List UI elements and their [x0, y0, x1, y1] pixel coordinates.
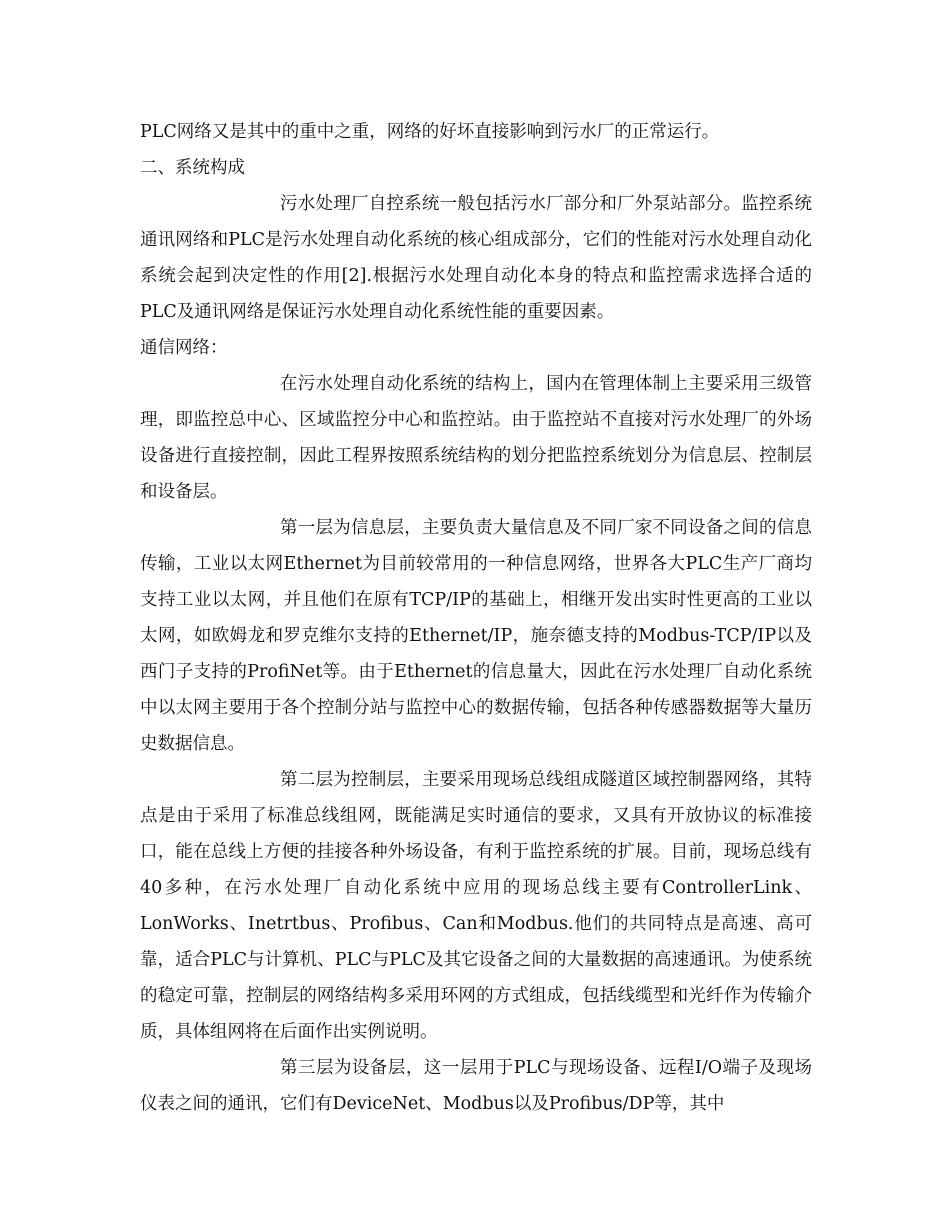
document-body [140, 114, 812, 1122]
paragraph-information-layer: 第一层为信息层，主要负责大量信息及不同厂家不同设备之间的信息传输，工业以太网Ethernet为目前较常用的一种信息网络，世界各大PLC生产厂商均支持工业以太网，并且他们在原有TCP/IP的基础上，相继开发出实时性更高的工业以太网，如欧姆龙和罗克维尔支持的Ethernet/IP，施奈德支持的Modbus-TCP/IP以及西门子支持的ProfiNet等。由于Ethernet的信息量大，因此在污水处理厂自动化系统中以太网主要用于各个控制分站与监控中心的数据传输，包括各种传感器数据等大量历史数据信息。 [140, 518, 812, 754]
section-heading-system-composition: 二、系统构成 [140, 158, 245, 178]
paragraph-device-layer: 第三层为设备层，这一层用于PLC与现场设备、远程I/O端子及现场仪表之间的通讯，它们有DeviceNet、Modbus以及Profibus/DP等，其中 [140, 1058, 812, 1114]
paragraph-continuation: PLC网络又是其中的重中之重，网络的好坏直接影响到污水厂的正常运行。 [140, 122, 720, 142]
paragraph-system-overview: 污水处理厂自控系统一般包括污水厂部分和厂外泵站部分。监控系统通讯网络和PLC是污水处理自动化系统的核心组成部分，它们的性能对污水处理自动化系统会起到决定性的作用[2].根据污水处理自动化本身的特点和监控需求选择合适的PLC及通讯网络是保证污水处理自动化系统性能的重要因素。 [140, 194, 812, 322]
paragraph-control-layer: 第二层为控制层，主要采用现场总线组成隧道区域控制器网络，其特点是由于采用了标准总线组网，既能满足实时通信的要求，又具有开放协议的标准接口，能在总线上方便的挂接各种外场设备，有利于监控系统的扩展。目前，现场总线有40多种，在污水处理厂自动化系统中应用的现场总线主要有ControllerLink、LonWorks、Inetrtbus、Profibus、Can和Modbus.他们的共同特点是高速、高可靠，适合PLC与计算机、PLC与PLC及其它设备之间的大量数据的高速通讯。为使系统的稳定可靠，控制层的网络结构多采用环网的方式组成，包括线缆型和光纤作为传输介质，具体组网将在后面作出实例说明。 [140, 770, 812, 1042]
paragraph-management-structure: 在污水处理自动化系统的结构上，国内在管理体制上主要采用三级管理，即监控总中心、区域监控分中心和监控站。由于监控站不直接对污水处理厂的外场设备进行直接控制，因此工程界按照系统结构的划分把监控系统划分为信息层、控制层和设备层。 [140, 374, 812, 502]
subheading-communication-network: 通信网络： [140, 338, 228, 358]
